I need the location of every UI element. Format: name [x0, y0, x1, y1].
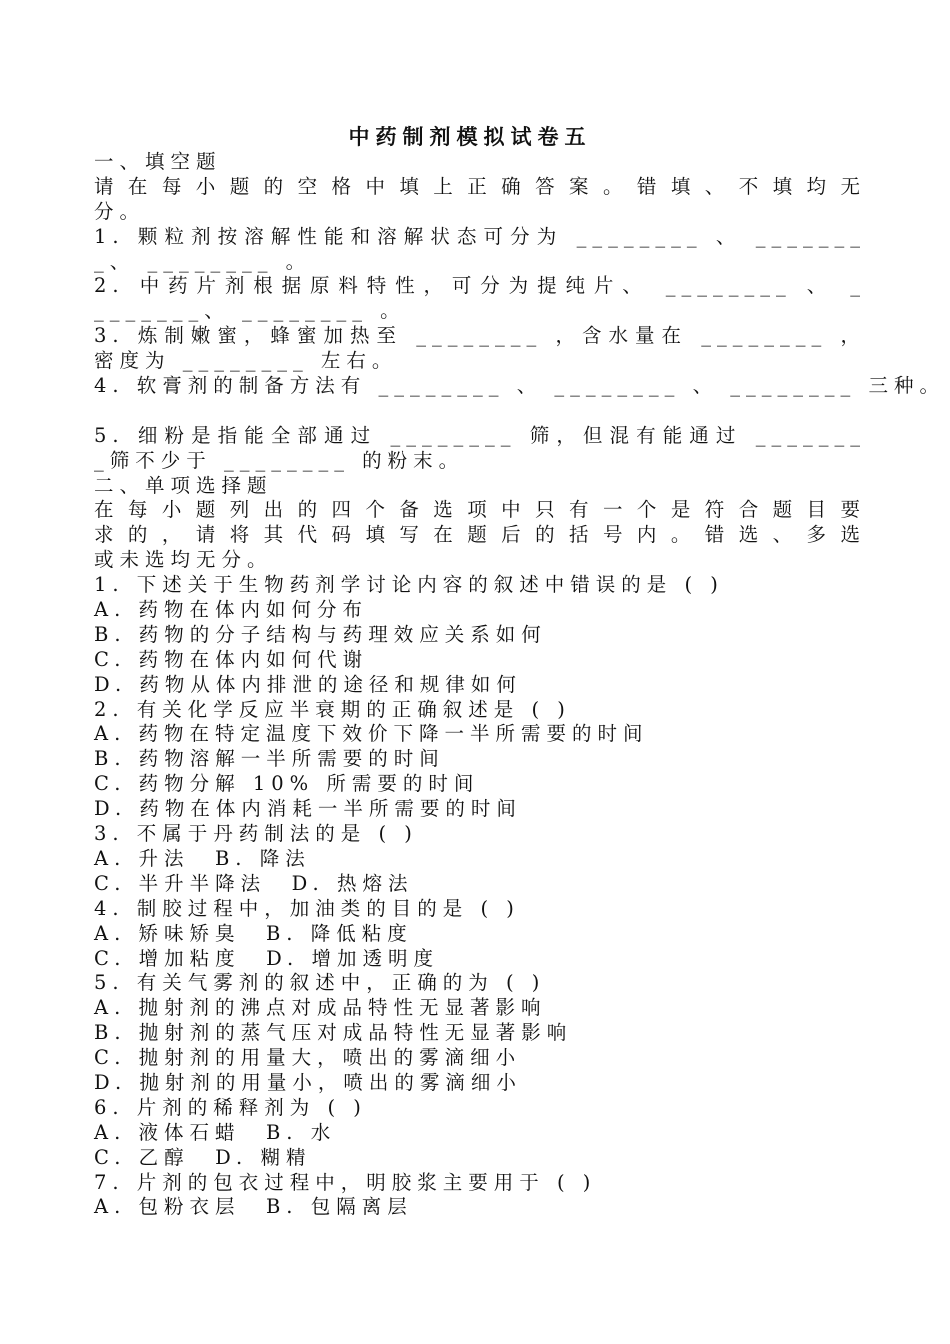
doc-title: 中药制剂模拟试卷五	[348, 124, 592, 149]
choice-q3-options-ab: A. 升法 B. 降法	[94, 846, 311, 870]
choice-q6: 6. 片剂的稀释剂为 ( )	[94, 1095, 367, 1119]
fill-q2-line1: 2. 中药片剂根据原料特性，可分为提纯片、 ________ 、 _	[94, 274, 866, 298]
choice-q5-option-a: A. 抛射剂的沸点对成品特性无显著影响	[94, 996, 547, 1020]
choice-q2: 2. 有关化学反应半衰期的正确叙述是 ( )	[94, 697, 571, 721]
choice-q5-option-d: D. 抛射剂的用量小，喷出的雾滴细小	[94, 1070, 522, 1094]
choice-q2-option-a: A. 药物在特定温度下效价下降一半所需要的时间	[94, 722, 649, 746]
choice-q6-options-cd: C. 乙醇 D. 糊精	[94, 1145, 312, 1169]
choice-q6-options-ab: A. 液体石蜡 B. 水	[94, 1120, 337, 1144]
choice-q5: 5. 有关气雾剂的叙述中，正确的为 ( )	[94, 971, 546, 995]
choice-q4: 4. 制胶过程中，加油类的目的是 ( )	[94, 896, 520, 920]
choice-q4-options-ab: A. 矫味矫臭 B. 降低粘度	[94, 921, 413, 945]
section1-heading: 一、填空题	[94, 150, 222, 173]
section2-instruction-line3: 或未选均无分。	[94, 548, 273, 572]
fill-q2-line2: _______、 ________ 。	[94, 299, 406, 323]
fill-q5-line2: _筛不少于 ________ 的粉末。	[94, 448, 465, 472]
choice-q5-option-c: C. 抛射剂的用量大，喷出的雾滴细小	[94, 1046, 522, 1070]
fill-q1-line2: _、 ________ 。	[94, 249, 312, 273]
fill-q3-line2: 密度为 ________ 左右。	[94, 349, 398, 373]
section1-instruction-line1: 请在每小题的空格中填上正确答案。错填、不填均无	[94, 174, 866, 198]
section2-instruction-line2: 求的，请将其代码填写在题后的括号内。错选、多选	[94, 523, 866, 547]
choice-q2-option-c: C. 药物分解 10% 所需要的时间	[94, 772, 480, 796]
choice-q1-option-d: D. 药物从体内排泄的途径和规律如何	[94, 672, 522, 696]
doc-body	[94, 150, 945, 1220]
choice-q5-option-b: B. 抛射剂的蒸气压对成品特性无显著影响	[94, 1021, 573, 1045]
choice-q7: 7. 片剂的包衣过程中，明胶浆主要用于 ( )	[94, 1170, 597, 1194]
choice-q7-options-ab: A. 包粉衣层 B. 包隔离层	[94, 1195, 413, 1219]
fill-q3-line1: 3. 炼制嫩蜜，蜂蜜加热至 ________ ，含水量在 ________ ，	[94, 324, 866, 348]
choice-q1-option-b: B. 药物的分子结构与药理效应关系如何	[94, 622, 547, 646]
choice-q1: 1. 下述关于生物药剂学讨论内容的叙述中错误的是 ( )	[94, 573, 724, 597]
choice-q2-option-d: D. 药物在体内消耗一半所需要的时间	[94, 797, 522, 821]
spacer	[94, 399, 866, 424]
choice-q1-option-a: A. 药物在体内如何分布	[94, 598, 368, 622]
fill-q5-line1: 5. 细粉是指能全部通过 ________ 筛，但混有能通过 _______	[94, 423, 866, 447]
section1-instruction-line2: 分。	[94, 199, 146, 223]
choice-q1-option-c: C. 药物在体内如何代谢	[94, 647, 369, 671]
choice-q3-options-cd: C. 半升半降法 D. 热熔法	[94, 871, 414, 895]
fill-q4: 4. 软膏剂的制备方法有 ________ 、 ________ 、 ________ 三种。	[94, 374, 945, 398]
choice-q3: 3. 不属于丹药制法的是 ( )	[94, 822, 418, 846]
section2-heading: 二、单项选择题	[94, 473, 273, 497]
section2-instruction-line1: 在每小题列出的四个备选项中只有一个是符合题目要	[94, 498, 866, 522]
fill-q1-line1: 1. 颗粒剂按溶解性能和溶解状态可分为 ________ 、 _______	[94, 224, 866, 248]
choice-q4-options-cd: C. 增加粘度 D. 增加透明度	[94, 946, 439, 970]
choice-q2-option-b: B. 药物溶解一半所需要的时间	[94, 747, 445, 771]
